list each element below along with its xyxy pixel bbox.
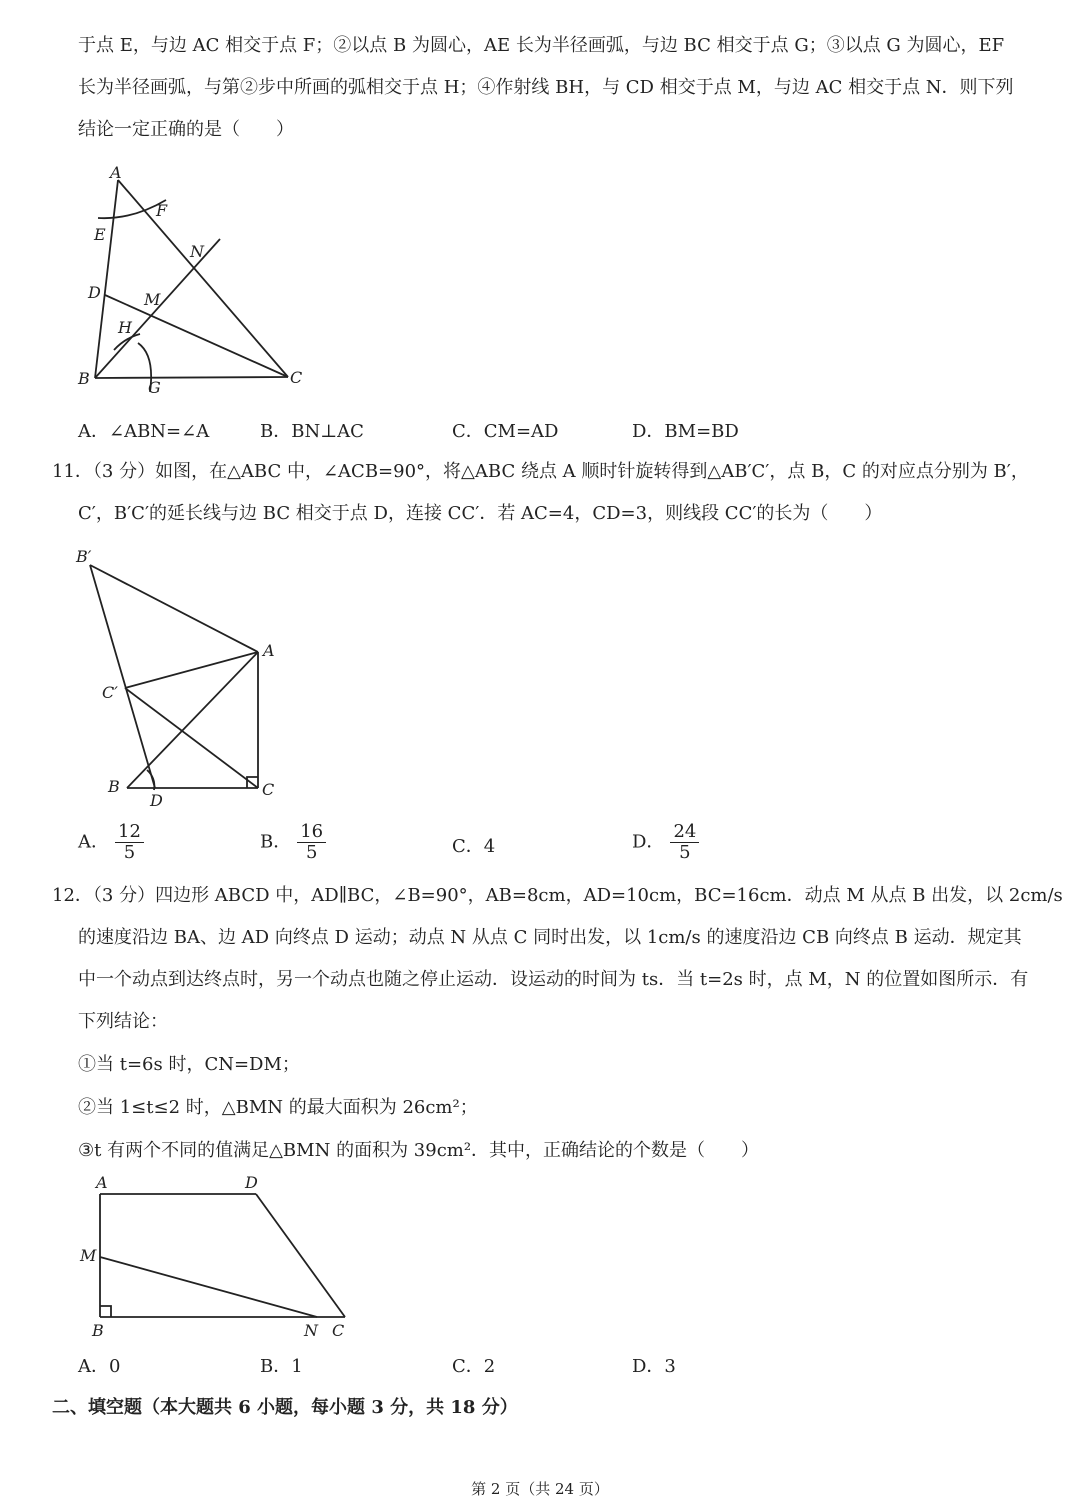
q11-option-a-denominator: 5 bbox=[123, 842, 136, 863]
q12-label-a: A bbox=[96, 1173, 108, 1192]
q11-side-a-b bbox=[127, 652, 258, 788]
page-footer: 第 2 页（共 24 页） bbox=[471, 1480, 609, 1498]
q11-segment-cprime-c bbox=[125, 688, 258, 788]
q10-label-f: F bbox=[156, 201, 168, 220]
q11-option-a-numerator: 12 bbox=[115, 822, 144, 843]
q12-option-b[interactable]: B．1 bbox=[260, 1356, 303, 1377]
q10-label-d: D bbox=[88, 283, 101, 302]
q10-option-c[interactable]: C．CM=AD bbox=[452, 421, 559, 442]
q11-option-d-prefix: D． bbox=[632, 831, 665, 853]
q11-side-bprime-d bbox=[90, 565, 155, 788]
q11-option-b-fraction bbox=[297, 822, 326, 863]
q10-option-d[interactable]: D．BM=BD bbox=[632, 421, 739, 442]
q11-label-c: C bbox=[262, 780, 275, 799]
q11-side-a-cprime bbox=[125, 652, 258, 688]
q11-side-bprime-a bbox=[90, 565, 258, 652]
q11-option-b-denominator: 5 bbox=[305, 842, 318, 863]
q11-option-d-numerator: 24 bbox=[670, 822, 699, 843]
q11-text-line-1: 11．（3 分）如图，在△ABC 中，∠ACB=90°，将△ABC 绕点 A 顺时针旋转得到△AB′C′，点 B，C 的对应点分别为 B′， bbox=[52, 461, 1029, 482]
q11-label-a: A bbox=[263, 641, 275, 660]
q10-label-c: C bbox=[290, 368, 303, 387]
q10-text-line-1: 于点 E，与边 AC 相交于点 F；②以点 B 为圆心，AE 长为半径画弧，与边 BC 相交于点 G；③以点 G 为圆心，EF bbox=[78, 35, 1005, 56]
q11-label-cprime: C′ bbox=[102, 683, 118, 702]
q11-option-b-prefix: B． bbox=[260, 831, 292, 853]
q10-label-m: M bbox=[144, 290, 161, 309]
q10-label-n: N bbox=[190, 242, 204, 261]
q10-text-line-3: 结论一定正确的是（ ） bbox=[78, 119, 294, 140]
q11-option-c[interactable]: C．4 bbox=[452, 836, 496, 857]
q11-option-b-numerator: 16 bbox=[297, 822, 326, 843]
q10-side-bc bbox=[95, 377, 288, 378]
q12-label-n: N bbox=[304, 1321, 318, 1340]
q12-statement-3: ③t 有两个不同的值满足△BMN 的面积为 39cm²．其中，正确结论的个数是（ ） bbox=[78, 1140, 760, 1161]
q12-label-d: D bbox=[245, 1173, 258, 1192]
q11-option-a-fraction bbox=[115, 822, 144, 863]
q11-option-a[interactable] bbox=[78, 822, 144, 863]
q11-option-d-fraction bbox=[670, 822, 699, 863]
q12-option-c[interactable]: C．2 bbox=[452, 1356, 496, 1377]
q11-text-line-2: C′，B′C′的延长线与边 BC 相交于点 D，连接 CC′．若 AC=4，CD=3，则线段 CC′的长为（ ） bbox=[78, 503, 883, 524]
q10-label-b: B bbox=[78, 369, 90, 388]
q12-option-d[interactable]: D．3 bbox=[632, 1356, 676, 1377]
q10-option-b[interactable]: B．BN⊥AC bbox=[260, 421, 364, 442]
q12-side-dc bbox=[256, 1194, 345, 1317]
q12-statement-2: ②当 1≤t≤2 时，△BMN 的最大面积为 26cm²； bbox=[78, 1097, 478, 1118]
q12-text-line-1: 12．（3 分）四边形 ABCD 中，AD∥BC，∠B=90°，AB=8cm，AD=10cm，BC=16cm．动点 M 从点 B 出发，以 2cm/s bbox=[52, 885, 1063, 906]
q11-option-d-denominator: 5 bbox=[679, 842, 691, 863]
q11-option-b[interactable] bbox=[260, 822, 326, 863]
q12-right-angle-mark bbox=[100, 1306, 111, 1317]
q12-text-line-4: 下列结论： bbox=[78, 1011, 168, 1032]
q12-text-line-3: 中一个动点到达终点时，另一个动点也随之停止运动．设运动的时间为 ts．当 t=2s 时，点 M，N 的位置如图所示．有 bbox=[78, 969, 1029, 990]
q12-figure bbox=[70, 1170, 370, 1345]
q11-label-b: B bbox=[108, 777, 120, 796]
q10-label-a: A bbox=[110, 163, 122, 182]
q10-option-a[interactable]: A．∠ABN=∠A bbox=[78, 421, 210, 442]
q12-option-a[interactable]: A．0 bbox=[78, 1356, 121, 1377]
q10-label-h: H bbox=[118, 318, 132, 337]
q11-label-bprime: B′ bbox=[76, 547, 92, 566]
q12-label-c: C bbox=[332, 1321, 345, 1340]
q10-text-line-2: 长为半径画弧，与第②步中所画的弧相交于点 H；④作射线 BH，与 CD 相交于点 M，与边 AC 相交于点 N．则下列 bbox=[78, 77, 1014, 98]
q11-figure bbox=[70, 540, 300, 810]
q10-label-e: E bbox=[94, 225, 106, 244]
q12-statement-1: ①当 t=6s 时，CN=DM； bbox=[78, 1054, 300, 1075]
q12-text-line-2: 的速度沿边 BA、边 AD 向终点 D 运动；动点 N 从点 C 同时出发，以 1cm/s 的速度沿边 CB 向终点 B 运动．规定其 bbox=[78, 927, 1022, 948]
q11-option-d[interactable] bbox=[632, 822, 699, 863]
section-2-heading: 二、填空题（本大题共 6 小题，每小题 3 分，共 18 分） bbox=[52, 1397, 518, 1418]
q12-segment-mn bbox=[100, 1257, 317, 1317]
q10-label-g: G bbox=[148, 378, 161, 397]
q11-arc-d bbox=[147, 770, 154, 790]
q11-label-d: D bbox=[150, 791, 163, 810]
q12-label-b: B bbox=[92, 1321, 104, 1340]
q11-option-a-prefix: A． bbox=[78, 831, 109, 853]
q10-figure bbox=[70, 160, 330, 400]
q12-label-m: M bbox=[80, 1246, 97, 1265]
